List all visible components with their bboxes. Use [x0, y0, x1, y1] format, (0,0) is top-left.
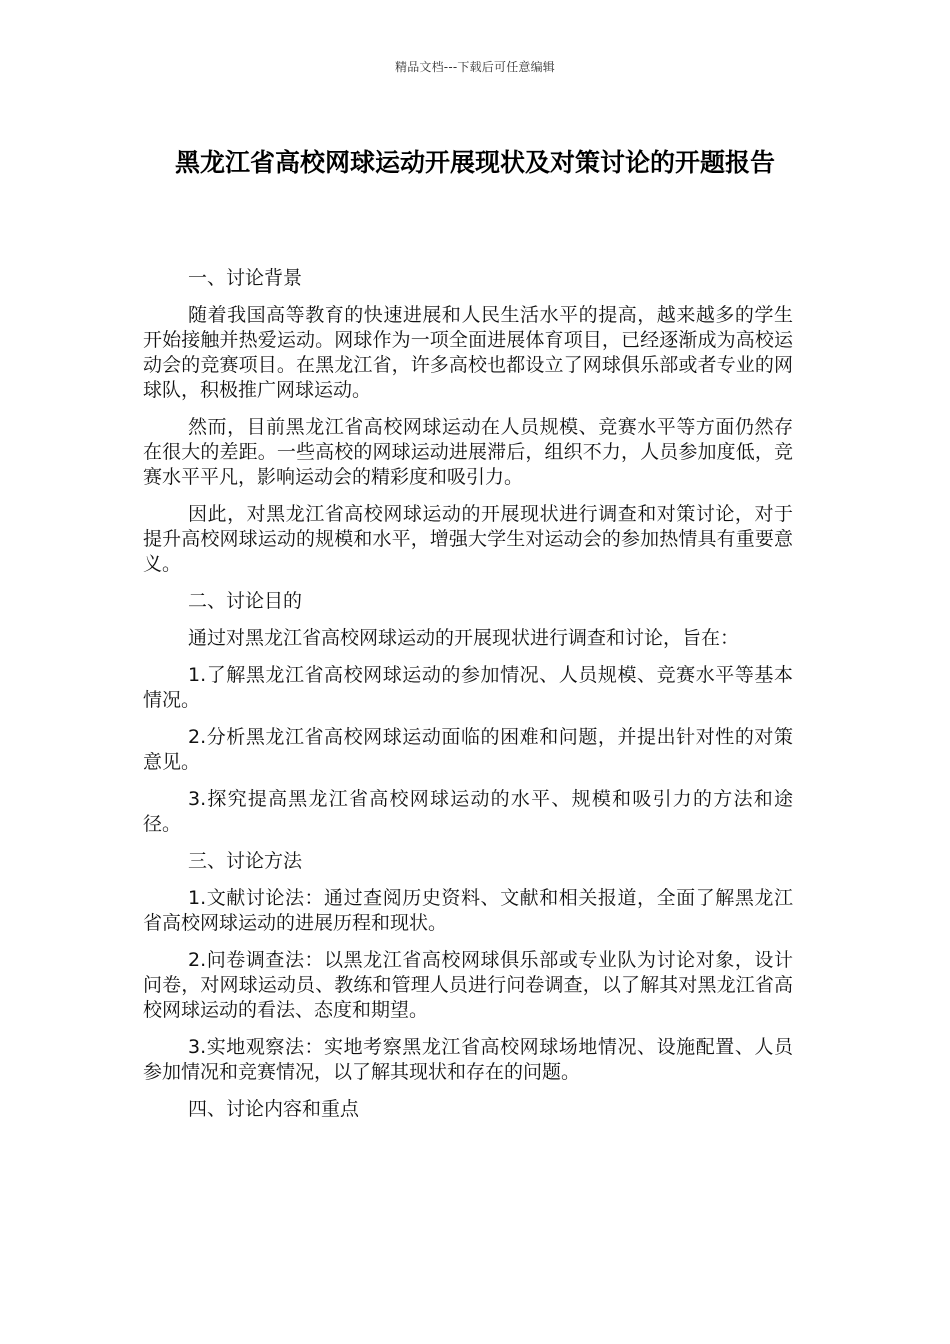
list-item-purpose-1: 1.了解黑龙江省高校网球运动的参加情况、人员规模、竞赛水平等基本情况。: [143, 664, 793, 711]
section-heading-methods: 三、讨论方法: [188, 850, 303, 872]
header-note: 精品文档---下载后可任意编辑: [395, 60, 555, 74]
list-item-method-3: 3.实地观察法：实地考察黑龙江省高校网球场地情况、设施配置、人员参加情况和竞赛情况，以了解其现状和存在的问题。: [143, 1036, 793, 1083]
paragraph-background-1: 随着我国高等教育的快速进展和人民生活水平的提高，越来越多的学生开始接触并热爱运动。网球作为一项全面进展体育项目，已经逐渐成为高校运动会的竞赛项目。在黑龙江省，许多高校也都设立了网球俱乐部或者专业的网球队，积极推广网球运动。: [143, 304, 793, 401]
section-heading-background: 一、讨论背景: [188, 267, 303, 289]
section-heading-content: 四、讨论内容和重点: [188, 1098, 360, 1120]
list-item-purpose-2: 2.分析黑龙江省高校网球运动面临的困难和问题，并提出针对性的对策意见。: [143, 726, 793, 773]
paragraph-background-3: 因此，对黑龙江省高校网球运动的开展现状进行调查和对策讨论，对于提升高校网球运动的规模和水平，增强大学生对运动会的参加热情具有重要意义。: [143, 503, 793, 575]
document-body: [143, 266, 793, 1134]
paragraph-background-2: 然而，目前黑龙江省高校网球运动在人员规模、竞赛水平等方面仍然存在很大的差距。一些高校的网球运动进展滞后，组织不力，人员参加度低，竞赛水平平凡，影响运动会的精彩度和吸引力。: [143, 416, 793, 488]
paragraph-purpose-intro: 通过对黑龙江省高校网球运动的开展现状进行调查和讨论，旨在：: [188, 627, 740, 649]
section-heading-purpose: 二、讨论目的: [188, 590, 303, 612]
list-item-method-2: 2.问卷调查法：以黑龙江省高校网球俱乐部或专业队为讨论对象，设计问卷，对网球运动员、教练和管理人员进行问卷调查，以了解其对黑龙江省高校网球运动的看法、态度和期望。: [143, 949, 793, 1021]
list-item-purpose-3: 3.探究提高黑龙江省高校网球运动的水平、规模和吸引力的方法和途径。: [143, 788, 793, 835]
document-title: 黑龙江省高校网球运动开展现状及对策讨论的开题报告: [174, 148, 775, 177]
list-item-method-1: 1.文献讨论法：通过查阅历史资料、文献和相关报道，全面了解黑龙江省高校网球运动的进展历程和现状。: [143, 887, 793, 934]
